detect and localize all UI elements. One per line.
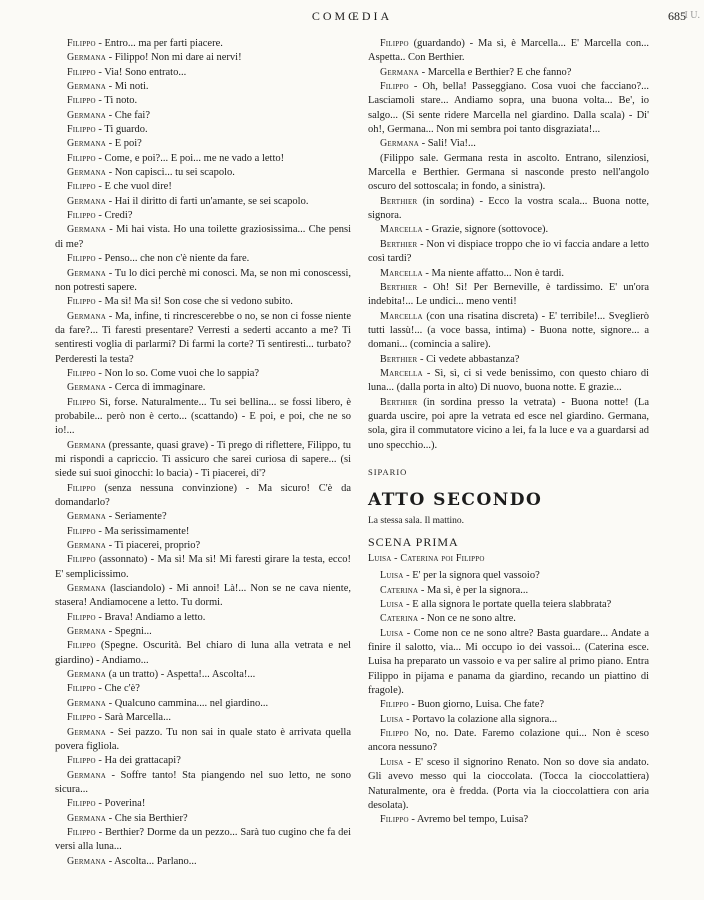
dialogue-line bbox=[55, 525, 351, 539]
dialogue-line bbox=[55, 195, 351, 209]
line-text: - Mi noti. bbox=[105, 81, 149, 93]
line-text: (a un tratto) - Aspetta!... Ascolta!... bbox=[105, 669, 256, 681]
line-text: - Buon giorno, Luisa. Che fate? bbox=[408, 699, 545, 711]
dialogue-line bbox=[368, 727, 649, 756]
line-text: - Soffre tanto! Sta piangendo nel suo letto, ne sono sicura... bbox=[55, 769, 351, 795]
dialogue-line bbox=[55, 711, 351, 725]
speaker-name: Germana bbox=[67, 167, 106, 179]
speaker-name: Germana bbox=[67, 382, 106, 394]
speaker-name: Marcella bbox=[380, 224, 423, 236]
speaker-name: Filippo bbox=[67, 482, 96, 494]
page-number: 685 bbox=[668, 9, 686, 23]
line-text: - Non vi dispiace troppo che io vi faccia andare a letto così tardi? bbox=[368, 238, 649, 265]
dialogue-line bbox=[55, 381, 351, 395]
dialogue-line bbox=[368, 152, 649, 195]
speaker-name: Germana bbox=[67, 52, 106, 64]
dialogue-line bbox=[55, 812, 351, 826]
line-text: - Ha dei grattacapi? bbox=[95, 755, 181, 767]
speaker-name: Germana bbox=[67, 81, 106, 93]
dialogue-line bbox=[55, 295, 351, 309]
dialogue-line bbox=[368, 223, 649, 237]
scene-dialogue bbox=[368, 569, 649, 827]
line-text: - Ma, infine, ti rincrescerebbe o no, se non ci fosse niente da fare?... Ti faresti presentare? Verresti a sederti accanto a me? Ti sentiresti voglia di parlarmi? Di farmi la corte? Ti sentiresti... turbato? Perderesti la testa? bbox=[55, 310, 351, 365]
speaker-name: Marcella bbox=[380, 310, 423, 322]
speaker-name: Marcella bbox=[380, 367, 423, 379]
speaker-name: Filippo bbox=[67, 640, 96, 652]
dialogue-line bbox=[368, 80, 649, 137]
dialogue-line bbox=[55, 855, 351, 869]
speaker-name: Germana bbox=[67, 267, 106, 279]
dialogue-line bbox=[368, 66, 649, 80]
speaker-name: Marcella bbox=[380, 267, 423, 279]
line-text: - Credi? bbox=[95, 210, 133, 222]
dialogue-line bbox=[55, 94, 351, 108]
dialogue-line bbox=[368, 367, 649, 396]
speaker-name: Germana bbox=[67, 310, 106, 322]
speaker-name: Luisa bbox=[380, 570, 404, 582]
dialogue-line bbox=[55, 123, 351, 137]
line-text: - Ma niente affatto... Non è tardi. bbox=[422, 267, 564, 279]
dialogue-line bbox=[55, 252, 351, 266]
speaker-name: Germana bbox=[67, 511, 106, 523]
speaker-name: Luisa bbox=[380, 599, 404, 611]
line-text: - Berthier? Dorme da un pezzo... Sarà tuo cugino che fa dei versi alla luna... bbox=[55, 826, 351, 853]
speaker-name: Berthier bbox=[380, 238, 418, 250]
dialogue-line bbox=[55, 482, 351, 511]
line-text: - Non lo so. Come vuoi che lo sappia? bbox=[95, 367, 260, 379]
speaker-name: Berthier bbox=[380, 195, 418, 207]
right-column bbox=[368, 37, 649, 828]
dialogue-line bbox=[55, 510, 351, 524]
line-text: - Mi hai vista. Ho una toilette graziosissima... Che pensi di me? bbox=[55, 224, 351, 250]
dialogue-line bbox=[55, 553, 351, 582]
dialogue-line bbox=[55, 152, 351, 166]
speaker-name: Filippo bbox=[67, 683, 96, 695]
speaker-name: Filippo bbox=[380, 814, 409, 826]
line-text: - Portavo la colazione alla signora... bbox=[403, 713, 558, 725]
line-text: - Penso... che non c'è niente da fare. bbox=[95, 253, 250, 265]
line-text: - Avremo bel tempo, Luisa? bbox=[408, 814, 529, 826]
dialogue-line bbox=[368, 569, 649, 583]
dialogue-line bbox=[368, 627, 649, 699]
speaker-name: Germana bbox=[67, 224, 106, 236]
dialogue-line bbox=[55, 223, 351, 252]
line-text: - Ci vedete abbastanza? bbox=[417, 353, 520, 365]
speaker-name: Caterina bbox=[380, 613, 419, 625]
line-text: (senza nessuna convinzione) - Ma sicuro! C'è da domandarlo? bbox=[55, 482, 351, 508]
dialogue-line bbox=[368, 598, 649, 612]
speaker-name: Germana bbox=[67, 626, 106, 638]
line-text: (guardando) - Ma sì, è Marcella... E' Marcella con... Aspetta.. Con Berthier. bbox=[368, 38, 649, 64]
dialogue-line bbox=[55, 137, 351, 151]
line-text: - Sì, sì, ci si vede benissimo, con questo chiaro di luna... (dalla porta in alto) Di nuovo, buona notte. E grazie... bbox=[368, 367, 649, 394]
speaker-name: Germana bbox=[67, 669, 106, 681]
line-text: - Che sia Berthier? bbox=[105, 812, 188, 824]
dialogue-line bbox=[368, 584, 649, 598]
speaker-name: Filippo bbox=[67, 66, 96, 78]
act-heading: ATTO SECONDO bbox=[368, 490, 543, 511]
dialogue-line bbox=[55, 51, 351, 65]
dialogue-line bbox=[368, 698, 649, 712]
dialogue-line bbox=[55, 80, 351, 94]
dialogue-line bbox=[55, 37, 351, 51]
dialogue-line bbox=[368, 281, 649, 310]
speaker-name: Filippo bbox=[67, 296, 96, 308]
speaker-name: Filippo bbox=[380, 699, 409, 711]
dialogue-line bbox=[55, 209, 351, 223]
dialogue-line bbox=[55, 166, 351, 180]
speaker-name: Germana bbox=[67, 769, 106, 781]
speaker-name: Germana bbox=[67, 195, 106, 207]
dialogue-line bbox=[55, 180, 351, 194]
dialogue-line bbox=[368, 137, 649, 151]
dialogue-line bbox=[55, 396, 351, 439]
dialogue-line bbox=[55, 797, 351, 811]
setting-line: La stessa sala. Il mattino. bbox=[368, 516, 465, 527]
speaker-name: Filippo bbox=[380, 728, 409, 740]
speaker-name: Filippo bbox=[67, 181, 96, 193]
running-title: COMŒDIA bbox=[311, 9, 393, 23]
speaker-name: Germana bbox=[67, 439, 106, 451]
line-text: - Cerca di immaginare. bbox=[105, 382, 206, 394]
line-text: (con una risatina discreta) - E' terribile!... Sveglierò tutti lassù!... (a voce bassa, intima) - Buona notte, signore... a domani... (comincia a salire). bbox=[368, 310, 649, 351]
line-text: - Oh, bella! Passeggiano. Cosa vuoi che facciano?... Lasciamoli stare... Andiamo sopra, una buona volta... Be', io salgo... (Si sente ridere Marcella nel giardino. Dalla scala) - Di' oh!, Germana... Non mi sembra poi tanto disgraziata!... bbox=[368, 81, 649, 136]
line-text: (lasciandolo) - Mi annoi! Là!... Non se ne cava niente, stasera! Andiamocene a letto. Tu dormi. bbox=[55, 583, 351, 609]
dialogue-line bbox=[55, 539, 351, 553]
line-text: - Entro... ma per farti piacere. bbox=[95, 38, 223, 49]
line-text: No, no. Date. Faremo colazione qui... Non è sceso ancora nessuno? bbox=[368, 728, 649, 754]
line-text: - Ma serissimamente! bbox=[95, 525, 190, 537]
speaker-name: Luisa bbox=[380, 627, 404, 639]
line-text: - Ascolta... Parlano... bbox=[105, 855, 197, 867]
dialogue-line bbox=[368, 267, 649, 281]
dialogue-line bbox=[55, 109, 351, 123]
line-text: - Filippo! Non mi dare ai nervi! bbox=[105, 52, 242, 64]
dialogue-line bbox=[55, 754, 351, 768]
dialogue-line bbox=[368, 813, 649, 827]
dialogue-line bbox=[55, 611, 351, 625]
speaker-name: Germana bbox=[67, 697, 106, 709]
characters-line: Luisa - Caterina poi Filippo bbox=[368, 553, 485, 564]
speaker-name: Filippo bbox=[67, 554, 96, 566]
dialogue-line bbox=[55, 639, 351, 668]
speaker-name: Filippo bbox=[67, 124, 96, 136]
line-text: (Spegne. Oscurità. Bel chiaro di luna alla vetrata e nel giardino) - Andiamo... bbox=[55, 640, 351, 666]
speaker-name: Luisa bbox=[380, 756, 404, 768]
line-text: - Seriamente? bbox=[105, 511, 167, 523]
line-text: - Ma sì, è per la signora... bbox=[418, 584, 529, 596]
dialogue-line bbox=[368, 37, 649, 66]
line-text: (in sordina) - Ecco la vostra scala... Buona notte, signora. bbox=[368, 195, 649, 222]
dialogue-line bbox=[55, 267, 351, 296]
dialogue-line bbox=[55, 310, 351, 367]
speaker-name: Filippo bbox=[67, 95, 96, 107]
scene-heading: SCENA PRIMA bbox=[368, 534, 459, 549]
dialogue-line bbox=[368, 195, 649, 224]
dialogue-line bbox=[368, 238, 649, 267]
line-text: - Sei pazzo. Tu non sai in quale stato è arrivata quella povera figliola. bbox=[55, 726, 351, 752]
line-text: - E che vuol dire! bbox=[95, 181, 172, 193]
line-text: - Ti piacerei, proprio? bbox=[105, 540, 201, 552]
speaker-name: Germana bbox=[67, 109, 106, 121]
line-text: - Oh! Sì! Per Berneville, è tardissimo. E' un'ora indebita!... Le undici... meno venti! bbox=[368, 281, 649, 308]
dialogue-line bbox=[368, 756, 649, 813]
line-text: - Ti noto. bbox=[95, 95, 138, 107]
line-text: - Brava! Andiamo a letto. bbox=[95, 611, 206, 623]
speaker-name: Germana bbox=[67, 812, 106, 824]
line-text: - Qualcuno cammina.... nel giardino... bbox=[105, 697, 269, 709]
line-text: - Sali! Via!... bbox=[418, 138, 476, 150]
speaker-name: Filippo bbox=[67, 525, 96, 537]
speaker-name: Luisa bbox=[380, 713, 404, 725]
line-text: - Ti guardo. bbox=[95, 124, 148, 136]
line-text: - Poverina! bbox=[95, 798, 146, 810]
dialogue-line bbox=[55, 625, 351, 639]
line-text: - Come, e poi?... E poi... me ne vado a letto! bbox=[95, 152, 285, 164]
speaker-name: Filippo bbox=[380, 38, 409, 49]
line-text: - E alla signora le portate quella teiera slabbrata? bbox=[403, 599, 612, 611]
speaker-name: Germana bbox=[67, 855, 106, 867]
dialogue-line bbox=[368, 396, 649, 453]
line-text: - Sarà Marcella... bbox=[95, 712, 171, 724]
speaker-name: Germana bbox=[67, 583, 106, 595]
line-text: - Spegni... bbox=[105, 626, 152, 638]
dialogue-line bbox=[368, 353, 649, 367]
line-text: - Che fai? bbox=[105, 109, 150, 121]
line-text: (assonnato) - Ma sì! Ma sì! Mi faresti girare la testa, ecco! E' semplicissimo. bbox=[55, 554, 351, 580]
speaker-name: Filippo bbox=[67, 253, 96, 265]
line-text: - Grazie, signore (sottovoce). bbox=[422, 224, 549, 236]
dialogue-line bbox=[368, 612, 649, 626]
line-text: - E' sceso il signorino Renato. Non so dove sia andato. Gli avevo messo qui la cioccolata. (Tocca la cioccolattiera) Naturalmente, ora è fredda. (Porta via la cioccolattiera con aria desolata). bbox=[368, 756, 649, 811]
dialogue-line bbox=[55, 439, 351, 482]
speaker-name: Germana bbox=[67, 540, 106, 552]
line-text: - Non capisci... tu sei scapolo. bbox=[105, 167, 235, 179]
speaker-name: Berthier bbox=[380, 353, 418, 365]
speaker-name: Berthier bbox=[380, 396, 418, 408]
dialogue-line bbox=[55, 682, 351, 696]
dialogue-line bbox=[55, 826, 351, 855]
speaker-name: Germana bbox=[67, 726, 106, 738]
dialogue-line bbox=[55, 367, 351, 381]
speaker-name: Germana bbox=[67, 138, 106, 150]
left-column bbox=[55, 37, 351, 869]
line-text: (pressante, quasi grave) - Ti prego di riflettere, Filippo, tu mi rispondi a capriccio. Ti assicuro che sarei curiosa di sapere... (si siede sui suoi ginocchi: lo bacia) - Ti piacerei, di'? bbox=[55, 439, 351, 480]
speaker-name: Filippo bbox=[67, 367, 96, 379]
speaker-name: Filippo bbox=[67, 396, 96, 408]
dialogue-line bbox=[368, 310, 649, 353]
speaker-name: Filippo bbox=[67, 38, 96, 49]
dialogue-line bbox=[55, 668, 351, 682]
speaker-name: Filippo bbox=[67, 210, 96, 222]
dialogue-line bbox=[55, 582, 351, 611]
speaker-name: Filippo bbox=[67, 611, 96, 623]
speaker-name: Filippo bbox=[380, 81, 409, 93]
speaker-name: Filippo bbox=[67, 152, 96, 164]
speaker-name: Caterina bbox=[380, 584, 419, 596]
dialogue-line bbox=[55, 66, 351, 80]
line-text: - E' per la signora quel vassoio? bbox=[403, 570, 540, 582]
line-text: (Filippo sale. Germana resta in ascolto. Entrano, silenziosi, Marcella e Berthier. Germana si nasconde presto nell'angolo oscuro del sottoscala; in fondo, a sinistra). bbox=[368, 152, 649, 193]
line-text: - E poi? bbox=[105, 138, 142, 150]
line-text: - Che c'è? bbox=[95, 683, 140, 695]
line-text: - Tu lo dici perchè mi conosci. Ma, se non mi conoscessi, non potresti sapere. bbox=[55, 267, 351, 293]
dialogue-line bbox=[368, 713, 649, 727]
speaker-name: Germana bbox=[380, 138, 419, 150]
speaker-name: Filippo bbox=[67, 798, 96, 810]
page-header bbox=[0, 9, 704, 25]
right-column-dialogue bbox=[368, 37, 649, 453]
margin-mark: I U. bbox=[684, 10, 700, 21]
line-text: - Hai il diritto di farti un'amante, se sei scapolo. bbox=[105, 195, 309, 207]
dialogue-line bbox=[55, 726, 351, 755]
curtain-label: SIPARIO bbox=[368, 466, 408, 477]
line-text: Sì, forse. Naturalmente... Tu sei bellina... se fossi libero, è probabile... però non è certo... (scattando) - E poi, e poi, che ne so io!... bbox=[55, 396, 351, 437]
line-text: - Come non ce ne sono altre? Basta guardare... Andate a finire il salotto, via... Mi occupo io dei vassoi... (Caterina esce. Luisa ha preparato un vassoio e va per salire al primo piano. Entra Filippo in pijama e panama da giardino, recando un piattino di fragole). bbox=[368, 627, 649, 697]
line-text: - Via! Sono entrato... bbox=[95, 66, 187, 78]
line-text: - Marcella e Berthier? E che fanno? bbox=[418, 66, 572, 78]
dialogue-line bbox=[55, 769, 351, 798]
speaker-name: Germana bbox=[380, 66, 419, 78]
dialogue-line bbox=[55, 697, 351, 711]
speaker-name: Berthier bbox=[380, 281, 418, 293]
line-text: - Non ce ne sono altre. bbox=[418, 613, 516, 625]
line-text: (in sordina presso la vetrata) - Buona notte! (La guarda uscire, poi apre la vetrata ed esce nel giardino. Germana, sola, gira il commutatore vicino a lei, fa la luce e va a guardarsi ad uno specchio...). bbox=[368, 396, 649, 451]
speaker-name: Filippo bbox=[67, 755, 96, 767]
speaker-name: Filippo bbox=[67, 712, 96, 724]
line-text: - Ma sì! Ma sì! Son cose che si vedono subito. bbox=[95, 296, 293, 308]
speaker-name: Filippo bbox=[67, 826, 96, 838]
